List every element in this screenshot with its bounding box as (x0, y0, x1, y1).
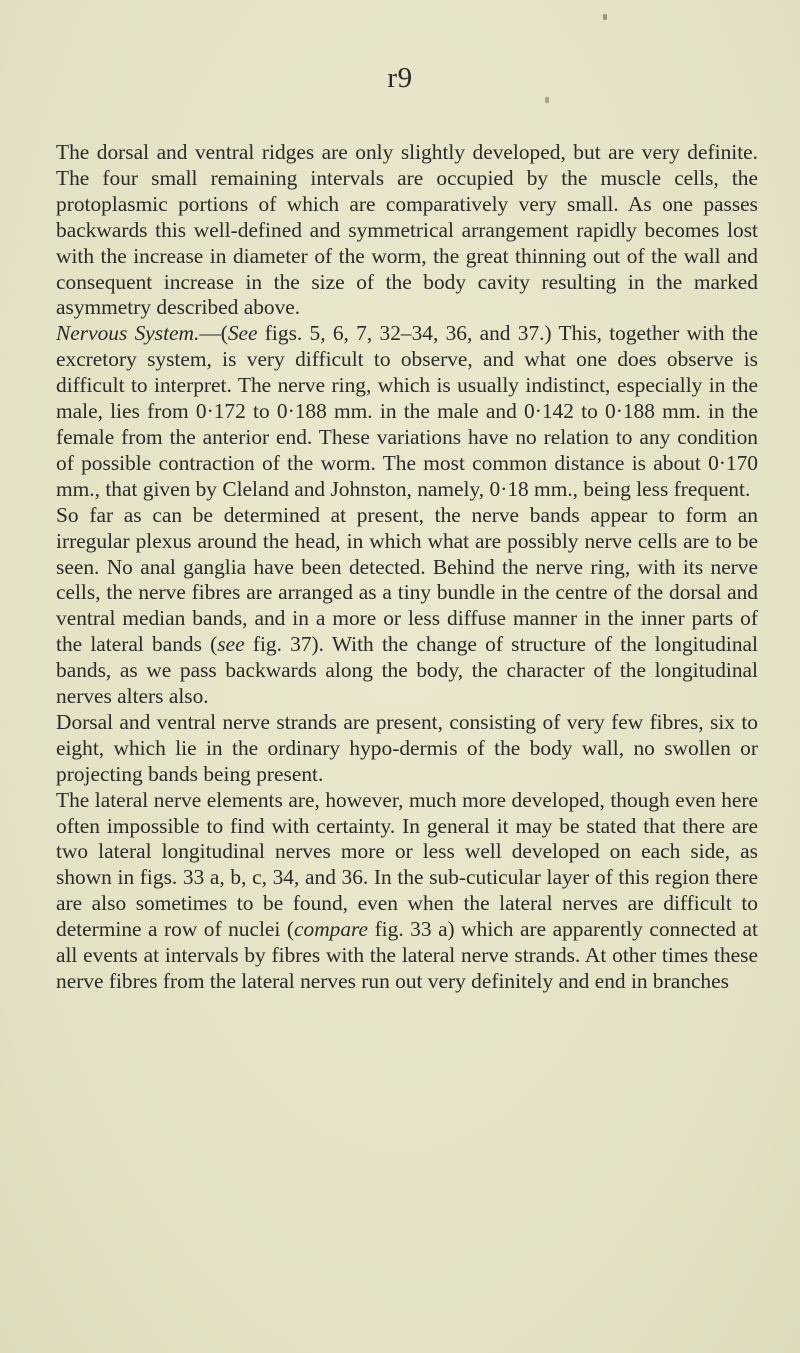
body-text (56, 140, 758, 995)
paragraph-text: So far as can be determined at present, the nerve bands appear to form an irregular plexus around the head, in which what are possibly nerve cells are to be seen. No anal ganglia have been detected. Behind the nerve ring, with its nerve cells, the nerve fibres are arranged as a tiny bundle in the centre of the dorsal and ventral median bands, and in a more or less diffuse manner in the inner parts of the lateral bands ( (56, 502, 758, 657)
page-number: r9 (387, 62, 413, 94)
paragraph-nerve-bands (56, 503, 758, 710)
compare-reference: compare (294, 917, 369, 942)
paragraph-muscle-arrangement: The dorsal and ventral ridges are only slightly developed, but are very definite. The four small remaining intervals are occupied by the muscle cells, the protoplasmic portions of which are comparatively very small. As one passes backwards this well-defined and symmetrical arrangement rapidly becomes lost with the increase in diameter of the worm, the great thinning out of the wall and consequent increase in the size of the body cavity resulting in the marked asymmetry described above. (56, 140, 758, 320)
paragraph-text: figs. 5, 6, 7, 32–34, 36, and 37.) This, together with the excretory system, is very difficult to observe, and what one does observe is difficult to interpret. The nerve ring, which is usually indistinct, especially in the male, lies from 0·172 to 0·188 mm. in the male and 0·142 to 0·188 mm. in the female from the anterior end. These variations have no relation to any condition of possible contraction of the worm. The most common distance is about 0·170 mm., that given by Cleland and Johnston, namely, 0·18 mm., being less frequent. (56, 321, 759, 501)
paragraph-text: The lateral nerve elements are, however, much more developed, though even here often impossible to find with certainty. In general it may be stated that there are two lateral longitudinal nerves more or less well developed on each side, as shown in figs. 33 a, b, c, 34, and 36. In the sub-cuticular layer of this region there are also sometimes to be found, even when the lateral nerves are difficult to determine a row of nuclei ( (56, 787, 758, 942)
print-speck (603, 14, 607, 20)
see-reference: See (227, 321, 258, 346)
paragraph-dorsal-ventral-strands: Dorsal and ventral nerve strands are present, consisting of very few fibres, six to eight, which lie in the ordinary hypo-dermis of the body wall, no swollen or projecting bands being present. (56, 709, 758, 786)
print-speck (545, 97, 549, 103)
section-heading: Nervous System. (56, 321, 200, 346)
heading-dash: —( (199, 321, 228, 346)
paragraph-text: fig. 33 a) which are apparently connected at all events at intervals by fibres with the lateral nerve strands. At other times these nerve fibres from the lateral nerves run out very definitely and end in branches (56, 917, 758, 993)
paragraph-lateral-nerves (56, 788, 758, 995)
paragraph-text: fig. 37). With the change of structure of the longitudinal bands, as we pass backwards along the body, the character of the longitudinal nerves alters also. (56, 632, 758, 709)
paragraph-nervous-system (56, 321, 758, 502)
see-reference: see (217, 632, 245, 657)
